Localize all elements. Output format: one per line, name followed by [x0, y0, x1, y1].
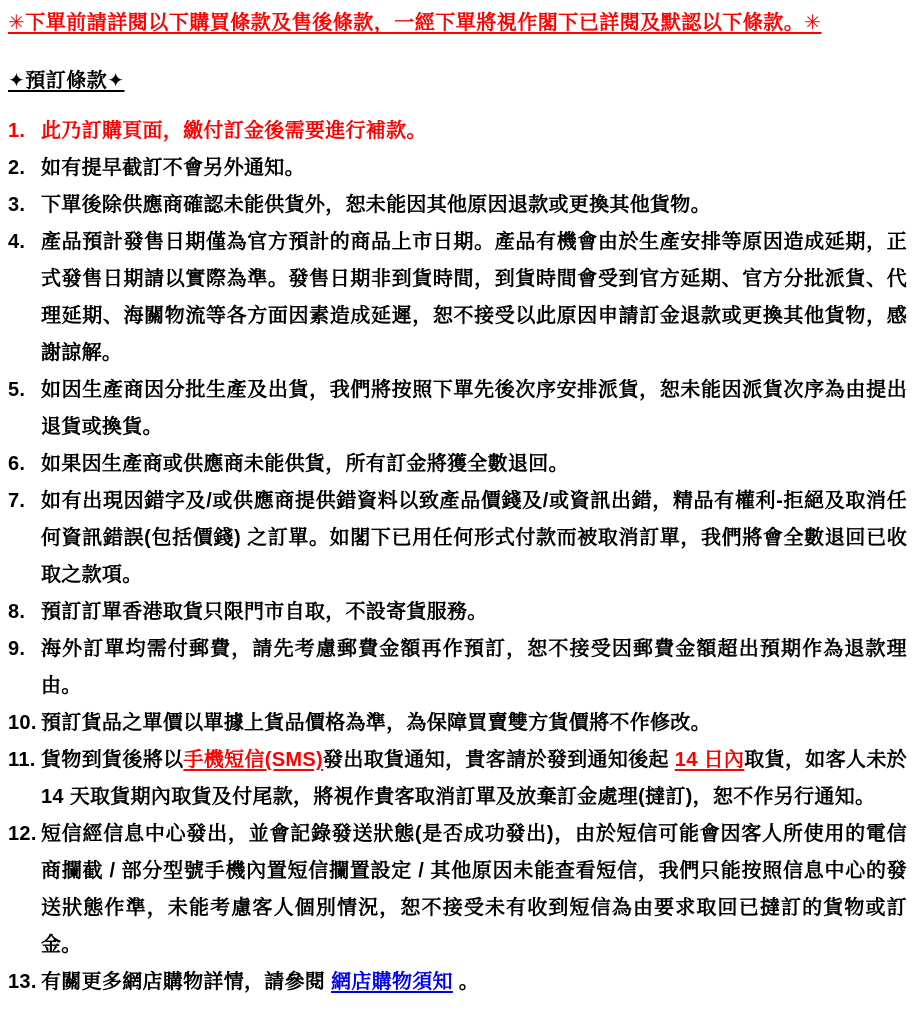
term-text — [41, 113, 907, 150]
term-item-13 — [8, 964, 907, 1001]
term-text-segment: 如果因生產商或供應商未能供貨，所有訂金將獲全數退回。 — [41, 453, 569, 475]
term-text — [41, 187, 907, 224]
term-text — [41, 483, 907, 594]
term-text — [41, 964, 907, 1001]
section-title-preorder-terms: ✦預訂條款✦ — [8, 70, 125, 92]
term-text-segment: 預訂訂單香港取貨只限門市自取，不設寄貨服務。 — [41, 601, 488, 623]
term-number: 9. — [8, 638, 26, 660]
terms-list — [8, 113, 907, 1001]
term-number: 4. — [8, 231, 26, 253]
term-text-segment: 取貨，如客人未於 14 天取貨期內取貨及付尾款，將視作貴客取消訂單及放棄訂金處理(撻訂)，恕不作另行通知。 — [41, 749, 907, 808]
term-item-5 — [8, 372, 907, 446]
term-text — [41, 372, 907, 446]
term-item-2 — [8, 150, 907, 187]
term-item-12 — [8, 816, 907, 964]
term-number: 7. — [8, 490, 26, 512]
term-item-3 — [8, 187, 907, 224]
term-text — [41, 594, 907, 631]
term-text — [41, 224, 907, 372]
term-text-segment: 如因生產商因分批生產及出貨，我們將按照下單先後次序安排派貨，恕未能因派貨次序為由提出退貨或換貨。 — [41, 379, 907, 438]
term-text-segment: 短信經信息中心發出，並會記錄發送狀態(是否成功發出)，由於短信可能會因客人所使用的電信商攔截 / 部分型號手機內置短信攔置設定 / 其他原因未能查看短信，我們只能按照信息中心的發送狀態作準，未能考慮客人個別情況，恕不接受未有收到短信為由要求取回已撻訂的貨物或訂金。 — [41, 823, 907, 956]
term-text — [41, 705, 907, 742]
term-item-4 — [8, 224, 907, 372]
term-text — [41, 150, 907, 187]
term-number: 12. — [8, 823, 37, 845]
term-text-segment: 產品預計發售日期僅為官方預計的商品上市日期。產品有機會由於生產安排等原因造成延期，正式發售日期請以實際為準。發售日期非到貨時間，到貨時間會受到官方延期、官方分批派貨、代理延期、海關物流等各方面因素造成延遲，恕不接受以此原因申請訂金退款或更換其他貨物，感謝諒解。 — [41, 231, 907, 364]
term-text-segment: 如有提早截訂不會另外通知。 — [41, 157, 305, 179]
highlighted-red-text: 14 日內 — [674, 749, 745, 771]
term-item-8 — [8, 594, 907, 631]
term-number: 1. — [8, 120, 26, 142]
term-text-segment: 發出取貨通知，貴客請於發到通知後起 — [322, 749, 675, 771]
term-item-10 — [8, 705, 907, 742]
term-number: 5. — [8, 379, 26, 401]
term-item-1 — [8, 113, 907, 150]
term-text-segment: 預訂貨品之單價以單據上貨品價格為準，為保障買賣雙方貨價將不作修改。 — [41, 712, 711, 734]
term-text-segment: 。 — [452, 971, 480, 993]
term-number: 13. — [8, 971, 37, 993]
term-text-segment: 此乃訂購頁面，繳付訂金後需要進行補款。 — [41, 120, 427, 142]
term-text — [41, 446, 907, 483]
term-number: 2. — [8, 157, 26, 179]
term-number: 8. — [8, 601, 26, 623]
term-item-7 — [8, 483, 907, 594]
pre-order-notice-banner: ✳下單前請詳閱以下購買條款及售後條款，一經下單將視作閣下已詳閱及默認以下條款。✳ — [8, 12, 822, 34]
term-text-segment: 下單後除供應商確認未能供貨外，恕未能因其他原因退款或更換其他貨物。 — [41, 194, 711, 216]
term-item-6 — [8, 446, 907, 483]
term-text-segment: 如有出現因錯字及/或供應商提供錯資料以致產品價錢及/或資訊出錯，精品有權利-拒絕及取消任何資訊錯誤(包括價錢) 之訂單。如閣下已用任何形式付款而被取消訂單，我們將會全數退回已收取之款項。 — [41, 490, 907, 586]
term-text — [41, 742, 907, 816]
term-number: 3. — [8, 194, 26, 216]
term-item-11 — [8, 742, 907, 816]
term-item-9 — [8, 631, 907, 705]
term-number: 10. — [8, 712, 37, 734]
term-text — [41, 631, 907, 705]
term-number: 11. — [8, 749, 36, 771]
term-text — [41, 816, 907, 964]
term-text-segment: 海外訂單均需付郵費，請先考慮郵費金額再作預訂，恕不接受因郵費金額超出預期作為退款理由。 — [41, 638, 907, 697]
highlighted-red-text: 手機短信(SMS) — [183, 749, 323, 771]
term-text-segment: 貨物到貨後將以 — [41, 749, 184, 771]
term-text-segment: 有關更多網店購物詳情，請參閱 — [41, 971, 332, 993]
term-number: 6. — [8, 453, 26, 475]
store-shopping-guide-link[interactable]: 網店購物須知 — [331, 971, 453, 993]
